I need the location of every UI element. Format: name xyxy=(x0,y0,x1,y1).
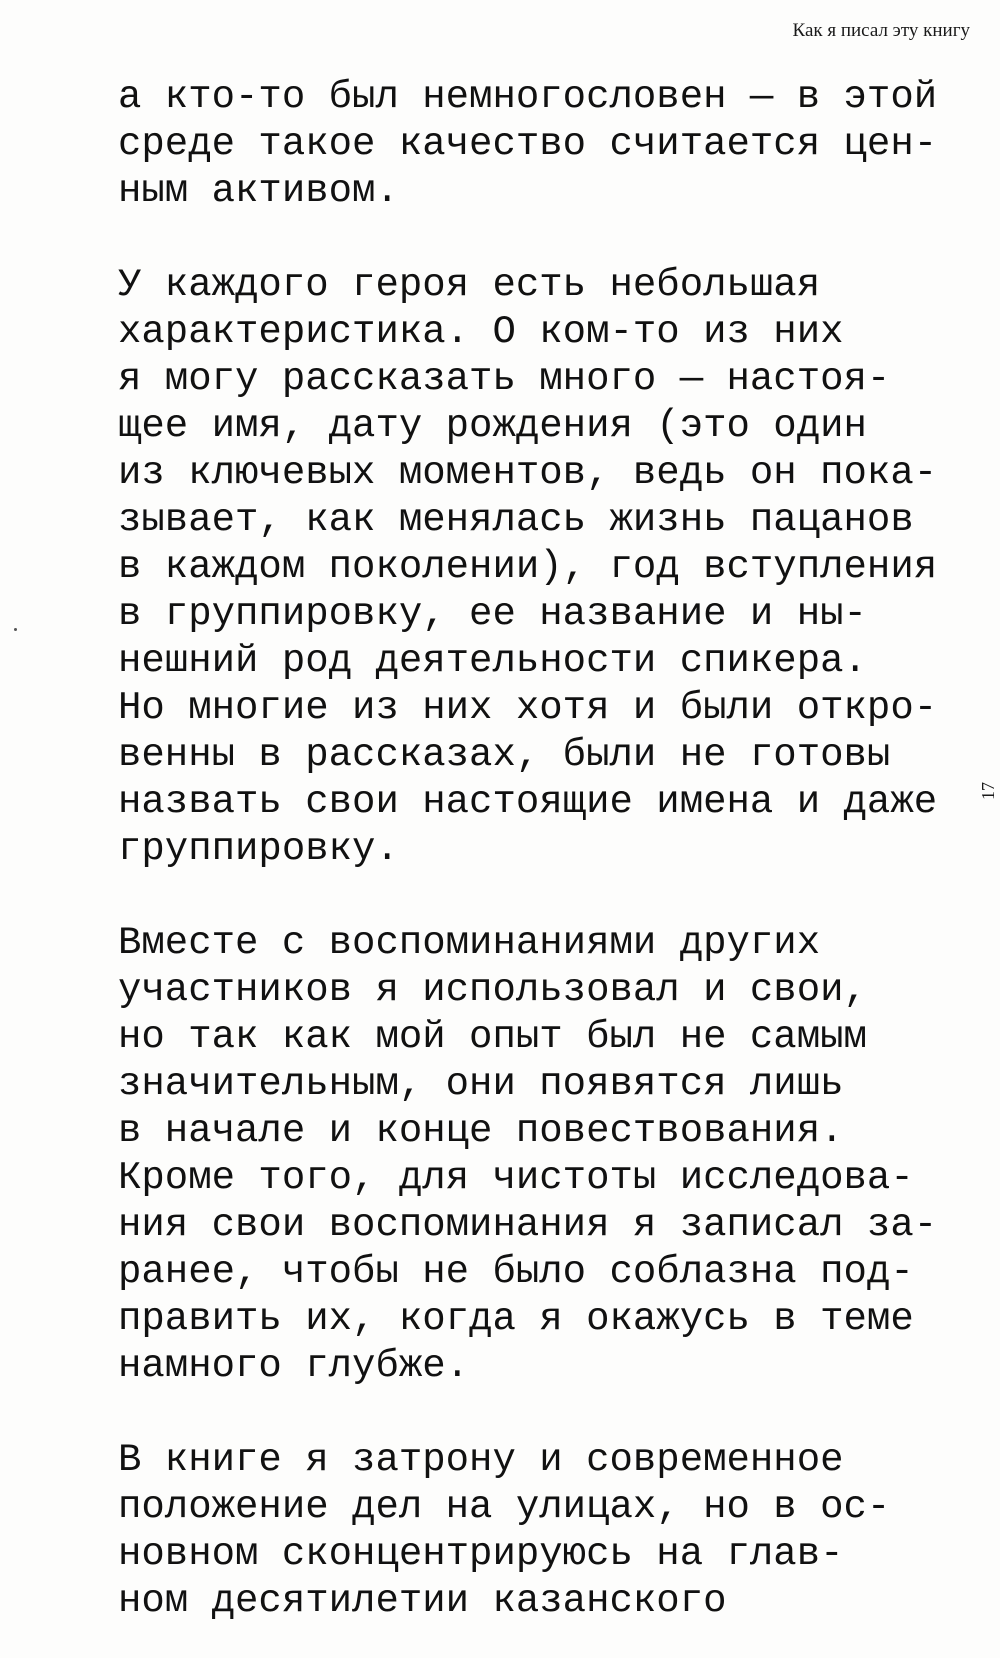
scan-speck xyxy=(14,628,17,631)
text-line: характеристика. О ком-то из них xyxy=(118,310,844,354)
paragraph-3 xyxy=(118,920,978,1390)
text-line: Но многие из них хотя и были откро- xyxy=(118,686,938,730)
text-line: нешний род деятельности спикера. xyxy=(118,639,867,683)
text-line: среде такое качество считается цен- xyxy=(118,122,938,166)
text-line: я могу рассказать много — настоя- xyxy=(118,357,891,401)
text-line: ным активом. xyxy=(118,169,399,213)
text-line: ранее, чтобы не было соблазна под- xyxy=(118,1250,914,1294)
text-line: У каждого героя есть небольшая xyxy=(118,263,821,307)
text-line: из ключевых моментов, ведь он пока- xyxy=(118,451,938,495)
page-number: 17 xyxy=(978,782,998,800)
text-line: ном десятилетии казанского xyxy=(118,1579,727,1623)
text-line: в начале и конце повествования. xyxy=(118,1109,844,1153)
text-line: в каждом поколении), год вступления xyxy=(118,545,938,589)
text-line: но так как мой опыт был не самым xyxy=(118,1015,867,1059)
paragraph-1 xyxy=(118,74,978,215)
text-line: В книге я затрону и современное xyxy=(118,1438,844,1482)
text-line: значительным, они появятся лишь xyxy=(118,1062,844,1106)
text-line: намного глубже. xyxy=(118,1344,470,1388)
running-header: Как я писал эту книгу xyxy=(792,20,970,41)
body-text xyxy=(118,74,978,1625)
text-line: в группировку, ее название и ны- xyxy=(118,592,867,636)
text-line: зывает, как менялась жизнь пацанов xyxy=(118,498,914,542)
text-line: ния свои воспоминания я записал за- xyxy=(118,1203,938,1247)
text-line: участников я использовал и свои, xyxy=(118,968,867,1012)
text-line: править их, когда я окажусь в теме xyxy=(118,1297,914,1341)
text-line: новном сконцентрируюсь на глав- xyxy=(118,1532,844,1576)
text-line: положение дел на улицах, но в ос- xyxy=(118,1485,891,1529)
text-line: а кто-то был немногословен — в этой xyxy=(118,75,938,119)
text-line: группировку. xyxy=(118,827,399,871)
text-line: Вместе с воспоминаниями других xyxy=(118,921,821,965)
paragraph-2 xyxy=(118,262,978,873)
text-line: щее имя, дату рождения (это один xyxy=(118,404,867,448)
text-line: венны в рассказах, были не готовы xyxy=(118,733,891,777)
text-line: назвать свои настоящие имена и даже xyxy=(118,780,938,824)
paragraph-4 xyxy=(118,1437,978,1625)
text-line: Кроме того, для чистоты исследова- xyxy=(118,1156,914,1200)
